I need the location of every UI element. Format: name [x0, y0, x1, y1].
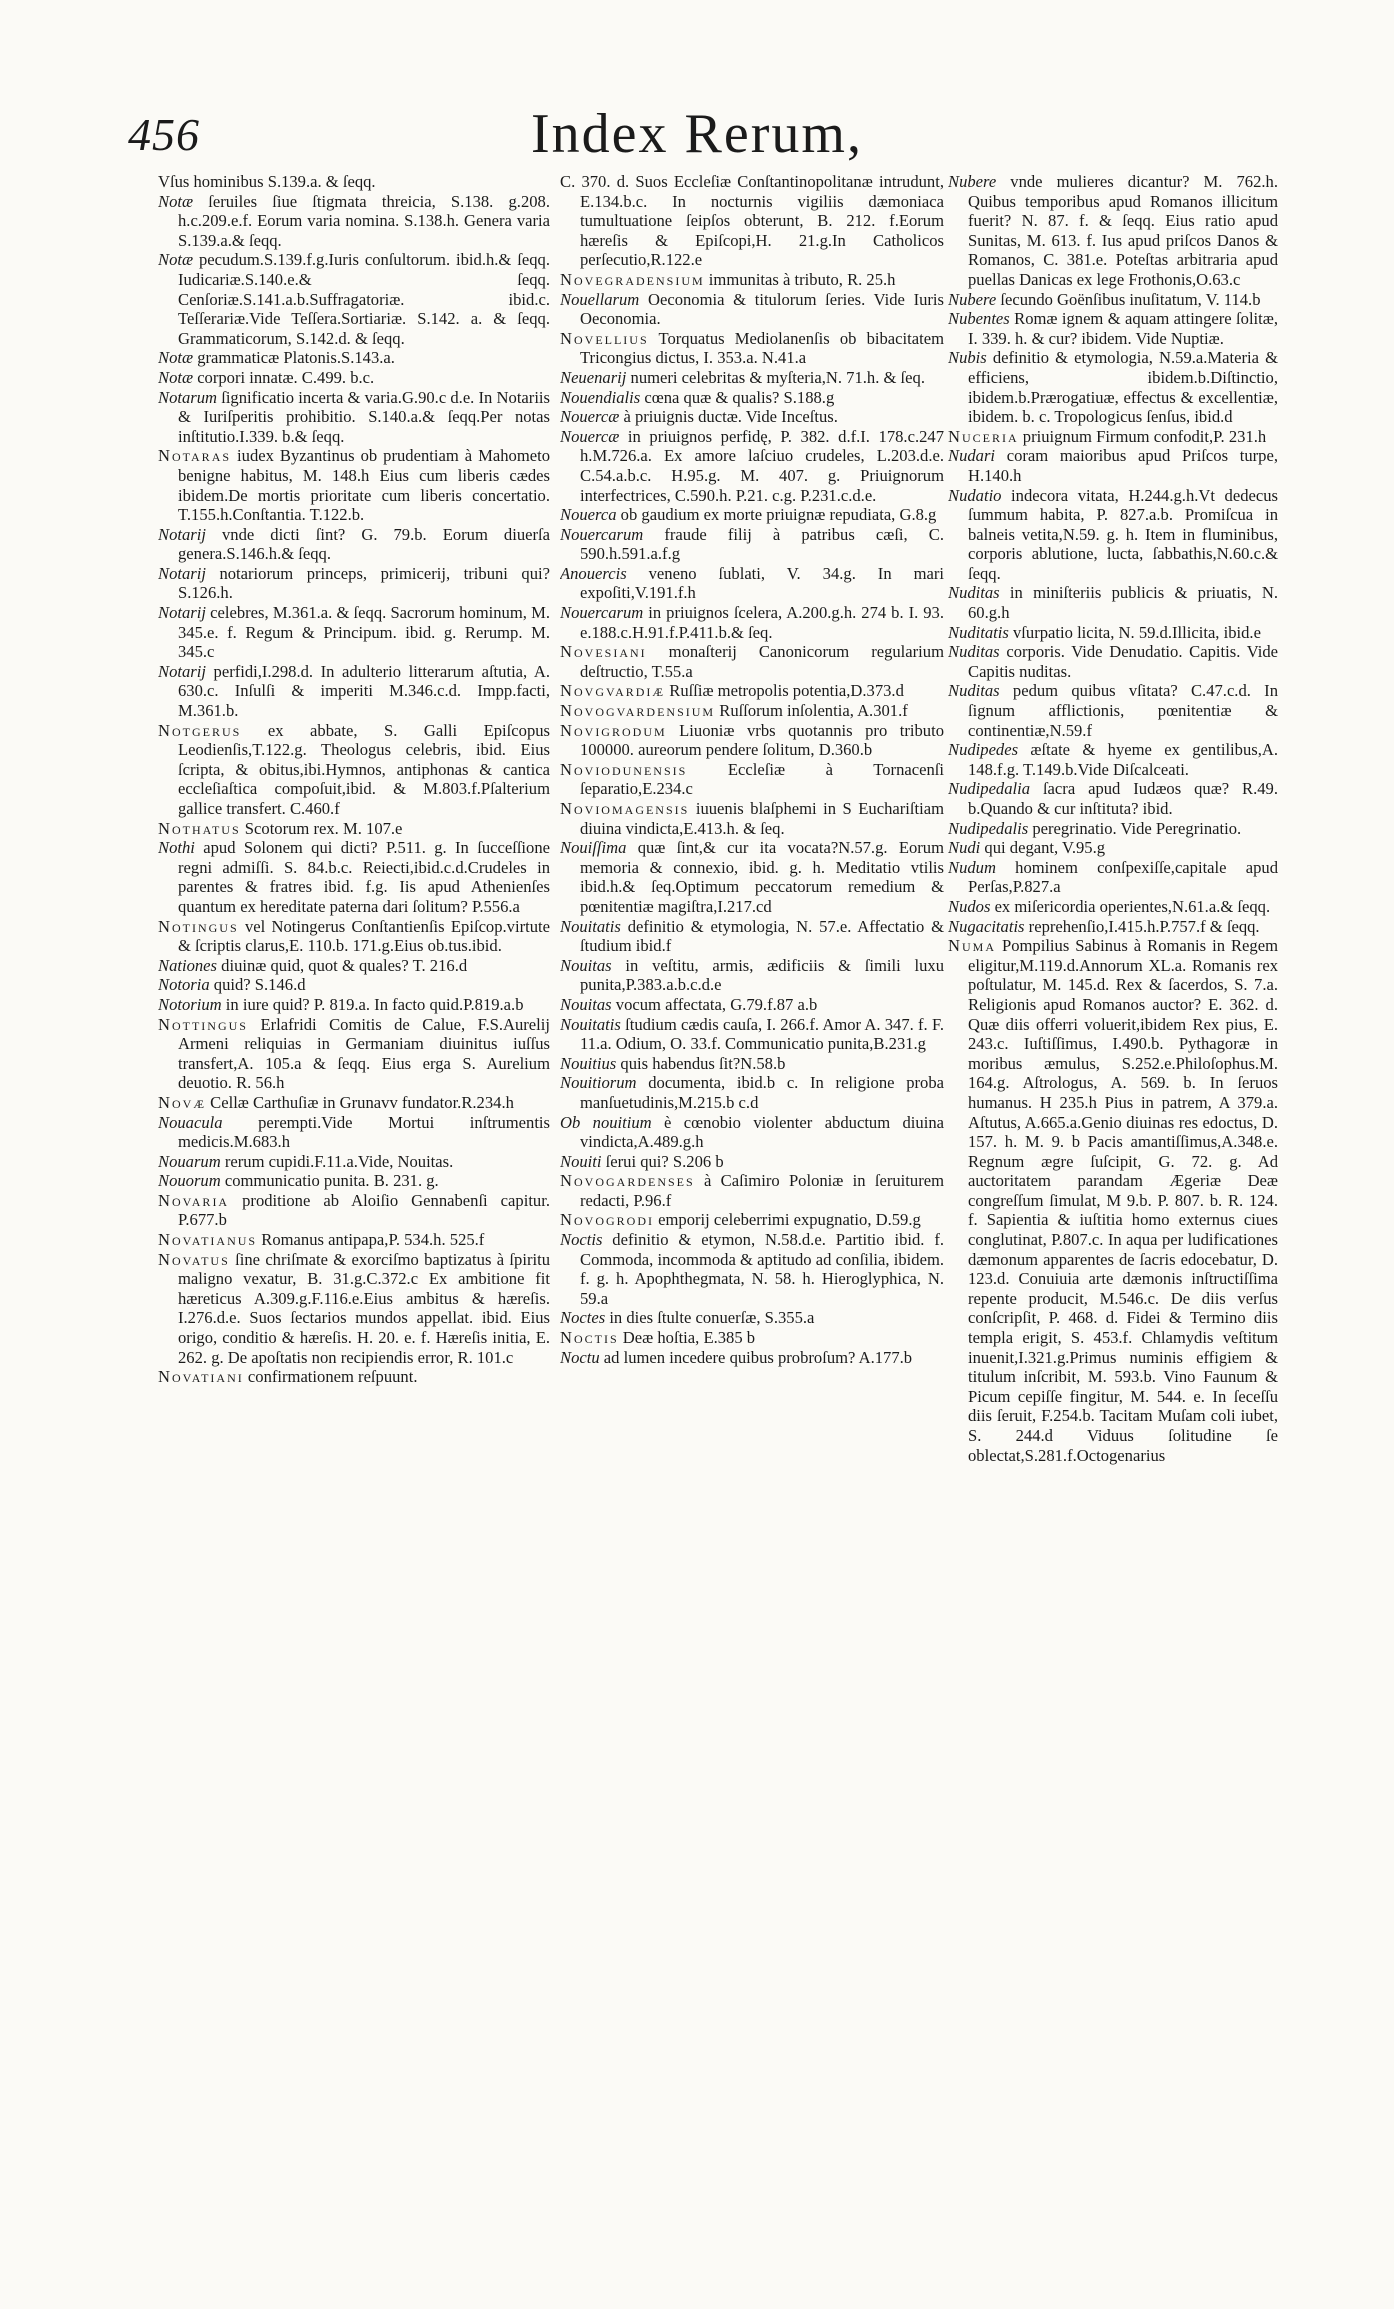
index-entry: [560, 329, 944, 368]
index-entry-text: Ruſſiæ metropolis potentia,D.373.d: [665, 681, 904, 701]
index-entry: [948, 348, 1278, 426]
index-entry: [560, 368, 944, 388]
index-entry: [158, 1093, 550, 1113]
index-headword: Novatus: [158, 1249, 230, 1269]
index-entry: [948, 838, 1278, 858]
index-entry-text: Torquatus Mediolanenſis ob bibacitatem Tricongius dictus, I. 353.a. N.41.a: [580, 328, 944, 368]
index-headword: Notæ: [158, 367, 194, 387]
index-column-middle: [560, 172, 944, 2282]
index-entry-text: vnde dicti ſint? G. 79.b. Eorum diuerſa genera.S.146.h.& ſeqq.: [178, 524, 550, 564]
index-entry-text: documenta, ibid.b c. In religione proba manſuetudinis,M.215.b c.d: [580, 1073, 944, 1112]
index-headword: Nouercæ: [560, 426, 620, 446]
index-headword: Noviomagensis: [560, 799, 690, 818]
index-entry: [560, 917, 944, 956]
index-entry: [948, 290, 1278, 310]
index-headword: Nudatio: [948, 485, 1002, 505]
index-entry-text: in iure quid? P. 819.a. In facto quid.P.819.a.b: [221, 994, 524, 1014]
index-entry: [948, 897, 1278, 917]
index-entry-text: in dies ſtulte conuerſæ, S.355.a: [605, 1308, 815, 1328]
index-entry: [158, 348, 550, 368]
index-entry-text: Cellæ Carthuſiæ in Grunavv fundator.R.234.h: [206, 1092, 514, 1112]
index-headword: Nudi: [948, 838, 981, 858]
index-headword: Novogrodi: [560, 1210, 654, 1230]
index-entry-text: quid? S.146.d: [209, 975, 306, 995]
index-entry-text: celebres, M.361.a. & ſeqq. Sacrorum hominum, M. 345.e. f. Regum & Principum. ibid. g. Rerump. M. 345.c: [178, 603, 550, 662]
index-headword: Novatiani: [158, 1367, 244, 1387]
index-headword: Notorium: [158, 994, 222, 1014]
index-entry: [948, 819, 1278, 839]
index-entry-text: fraude filij à patribus cæſi, C. 590.h.591.a.f.g: [580, 524, 944, 564]
index-headword: Notarij: [158, 524, 206, 544]
index-entry: [158, 388, 550, 447]
index-entry: [158, 1367, 550, 1387]
index-headword: Nudos: [948, 896, 991, 916]
index-entry-text: qui degant, V.95.g: [980, 838, 1106, 858]
index-headword: Nubere: [948, 172, 997, 191]
index-entry: [158, 1230, 550, 1250]
index-entry: [158, 368, 550, 388]
index-entry-text: notariorum princeps, primicerij, tribuni qui? S.126.h.: [178, 563, 550, 603]
index-entry-text: coram maioribus apud Priſcos turpe, H.140.h: [968, 446, 1278, 485]
index-entry-text: pecudum.S.139.f.g.Iuris conſultorum. ibid.h.& ſeqq. Iudicariæ.S.140.e.& ſeqq. Cenſoriæ.S.141.a.b.Suffragatoriæ. ibid.c. Teſſerariæ.Vide Teſſera.Sortiariæ. S.142. a. & ſeqq. Grammaticorum, S.142.d. & ſeqq.: [178, 250, 550, 348]
index-headword: Noctes: [560, 1308, 606, 1328]
index-headword: Nouitatis: [560, 1014, 621, 1034]
index-entry-text: Eccleſiæ à Tornacenſi ſeparatio,E.234.c: [580, 759, 944, 799]
index-entry: [948, 583, 1278, 622]
index-headword: Notgerus: [158, 720, 242, 740]
index-entry-text: Vſus hominibus S.139.a. & ſeqq.: [158, 172, 376, 191]
index-entry-text: emporij celeberrimi expugnatio, D.59.g: [653, 1210, 921, 1230]
index-headword: Notarum: [158, 387, 218, 407]
index-headword: Nubere: [948, 289, 997, 309]
index-entry-text: ſacra apud Iudæos quæ? R.49. b.Quando & cur inſtituta? ibid.: [968, 779, 1278, 818]
index-entry: [158, 838, 550, 916]
index-column-left: [158, 172, 550, 2282]
index-headword: Nationes: [158, 955, 218, 975]
index-headword: Novogardenses: [560, 1171, 695, 1191]
index-headword: Nottingus: [158, 1014, 248, 1034]
index-entry-text: quæ ſint,& cur ita vocata?N.57.g. Eorum memoria & connexio, ibid. g. h. Meditatio vtilis ibid.h.& ſeq.Optimum peccatorum remedium & pœnitentiæ magiſtra,I.217.cd: [580, 838, 944, 916]
index-entry: [158, 1015, 550, 1093]
index-headword: Nugacitatis: [948, 916, 1025, 936]
page-number: 456: [128, 109, 200, 160]
index-headword: Nuceria: [948, 426, 1019, 446]
index-entry: [948, 172, 1278, 290]
running-title: Index Rerum,: [531, 103, 863, 165]
index-entry: [560, 1171, 944, 1210]
index-entry-text: iudex Byzantinus ob prudentiam à Mahometo benigne habitus, M. 148.h Eius cum liberis cædes ibidem.De mortis prioritate cum liberis concertatio. T.155.h.Conſtantia. T.122.b.: [178, 446, 550, 525]
index-headword: Ob nouitium: [560, 1112, 652, 1132]
index-entry: [158, 995, 550, 1015]
index-headword: Anouercis: [560, 563, 627, 583]
index-headword: Nouacula: [158, 1112, 223, 1132]
index-entry: [158, 917, 550, 956]
index-entry-text: indecora vitata, H.244.g.h.Vt dedecus ſummum habita, P. 827.a.b. Promiſcua in balneis vetita,N.59. g. h. Item in fluminibus, corporis ablutione, lucta, ſabbathis,N.60.c.& ſeqq.: [968, 485, 1278, 583]
index-headword: Numa: [948, 936, 996, 956]
index-headword: Nudipedes: [948, 740, 1019, 760]
index-entry: [560, 956, 944, 995]
index-entry-text: definitio & etymon, N.58.d.e. Partitio ibid. f. Commoda, incommoda & aptitudo ad conſilia, ibidem. f. g. h. Apophthegmata, N. 58. h. Hieroglyphica, N. 59.a: [580, 1230, 944, 1308]
index-headword: Nuditatis: [948, 622, 1009, 642]
index-entry-text: ſerui qui? S.206 b: [601, 1151, 724, 1171]
index-headword: Notaras: [158, 446, 232, 466]
index-headword: Notæ: [158, 250, 194, 270]
index-entry: [948, 917, 1278, 937]
index-entry-text: æſtate & hyeme ex gentilibus,A. 148.f.g. T.149.b.Vide Diſcalceati.: [968, 740, 1278, 779]
index-entry-text: ex miſericordia operientes,N.61.a.& ſeqq.: [990, 896, 1271, 916]
index-entry: [948, 681, 1278, 740]
index-headword: Notarij: [158, 661, 206, 681]
index-entry: [560, 564, 944, 603]
index-entry: [560, 760, 944, 799]
index-headword: Novogvardensium: [560, 701, 716, 721]
index-entry-text: diuinæ quid, quot & quales? T. 216.d: [217, 955, 468, 975]
index-headword: Nouitas: [560, 955, 612, 975]
index-headword: Novatianus: [158, 1230, 258, 1250]
index-headword: Nouarum: [158, 1151, 221, 1171]
index-entry-text: C. 370. d. Suos Eccleſiæ Conſtantinopolitanæ intrudunt, E.134.b.c. In nocturnis vigiliis dæmoniaca tumultuatione ſeipſos obterunt, B. 212. f.Eorum hæreſis & Epiſcopi,H. 21.g.In Catholicos perſecutio,R.122.e: [560, 172, 944, 270]
index-headword: Notoria: [158, 975, 210, 995]
index-headword: Nouitatis: [560, 916, 621, 936]
index-entry: [158, 603, 550, 662]
index-entry-text: quis habendus ſit?N.58.b: [616, 1053, 786, 1073]
index-headword: Nuditas: [948, 642, 1000, 662]
index-headword: Notingus: [158, 916, 239, 936]
index-entry: [560, 427, 944, 505]
index-entry: [560, 603, 944, 642]
index-entry-text: proditione ab Aloiſio Gennabenſi capitur. P.677.b: [178, 1190, 550, 1230]
index-headword: Nothatus: [158, 818, 241, 838]
index-headword: Nouercæ: [560, 407, 620, 427]
index-entry: [948, 740, 1278, 779]
index-entry-text: apud Solonem qui dicti? P.511. g. In ſucceſſione regni admiſſi. S. 84.b.c. Reiecti,ibid.c.d.Crudeles in parentes & fratres ibid. f.g. Iis apud Athenienſes quantum ex hereditate paterna dari ſolitum? P.556.a: [178, 838, 550, 916]
index-entry: [948, 936, 1278, 1465]
index-entry: [560, 1308, 944, 1328]
index-headword: Neuenarij: [560, 367, 627, 387]
index-entry-text: grammaticæ Platonis.S.143.a.: [193, 348, 395, 368]
index-entry-text: numeri celebritas & myſteria,N. 71.h. & ſeq.: [626, 367, 925, 387]
index-headword: Novaria: [158, 1190, 230, 1210]
index-headword: Nothi: [158, 838, 195, 858]
index-entry: [560, 995, 944, 1015]
index-entry-text: ex abbate, S. Galli Epiſcopus Leodienſis,T.122.g. Theologus celebris, ibid. Eius ſcripta, & obitus,ibi.Hymnos, antiphonas & cantica eccleſiaſtica compoſuit,ibid. & M.803.f.Pſalterium gallice transfert. C.460.f: [178, 720, 550, 818]
index-headword: Notæ: [158, 191, 194, 211]
index-headword: Nouiti: [560, 1151, 602, 1171]
index-headword: Notarij: [158, 563, 206, 583]
index-headword: Nudari: [948, 446, 996, 466]
index-entry-text: Erlafridi Comitis de Calue, F.S.Aurelij Armeni reliquias in Germaniam diuinitus iuſſus transfert,A. 105.a & ſeqq. Eius erga S. Aurelium deuotio. R. 56.h: [178, 1014, 550, 1093]
index-entry-text: à Caſimiro Poloniæ in ſeruiturem redacti, P.96.f: [580, 1171, 944, 1210]
index-entry-text: iuuenis blaſphemi in S Euchariſtiam diuina vindicta,E.413.h. & ſeq.: [580, 799, 944, 838]
index-entry-text: definitio & etymologia, N.59.a.Materia & efficiens, ibidem.b.Diſtinctio, ibidem.b.Prærogatiuæ, effectus & excellentiæ, ibidem. b. c. Tropologicus ſenſus, ibid.d: [968, 348, 1278, 427]
index-entry-text: veneno ſublati, V. 34.g. In mari expoſiti,V.191.f.h: [580, 563, 944, 603]
index-entry-text: Deæ hoſtia, E.385 b: [618, 1328, 756, 1348]
index-entry-text: Oeconomia & titulorum ſeries. Vide Iuris Oeconomia.: [580, 289, 944, 329]
index-headword: Novegradensium: [560, 269, 705, 289]
index-entry: [560, 1113, 944, 1152]
index-entry: [948, 309, 1278, 348]
index-entry: [158, 172, 550, 192]
index-headword: Novesiani: [560, 642, 647, 662]
index-entry: [560, 1152, 944, 1172]
index-entry-text: hominem conſpexiſſe,capitale apud Perſas,P.827.a: [968, 857, 1278, 897]
index-entry: [158, 192, 550, 251]
index-entry: [158, 1152, 550, 1172]
index-entry: [948, 427, 1278, 447]
index-headword: Novgvardiæ: [560, 681, 666, 701]
index-entry-text: Scotorum rex. M. 107.e: [240, 818, 403, 838]
index-entry-text: vſurpatio licita, N. 59.d.Illicita, ibid.e: [1008, 622, 1261, 642]
index-entry-text: rerum cupidi.F.11.a.Vide, Nouitas.: [220, 1151, 454, 1171]
index-entry-text: monaſterij Canonicorum regularium deſtructio, T.55.a: [580, 642, 944, 681]
index-headword: Nouercarum: [560, 603, 644, 623]
index-entry: [560, 838, 944, 916]
index-entry-text: Romæ ignem & aquam attingere ſolitæ, I. 339. h. & cur? ibidem. Vide Nuptiæ.: [968, 309, 1278, 348]
index-entry-text: peregrinatio. Vide Peregrinatio.: [1028, 818, 1242, 838]
index-entry: [158, 564, 550, 603]
index-entry: [948, 623, 1278, 643]
index-entry-text: in priuignos ſcelera, A.200.g.h. 274 b. I. 93. e.188.c.H.91.f.P.411.b.& ſeq.: [580, 603, 944, 642]
index-headword: Nouitius: [560, 1053, 617, 1073]
index-headword: Novæ: [158, 1092, 206, 1112]
index-entry: [560, 1328, 944, 1348]
index-headword: Nouercarum: [560, 524, 644, 544]
index-entry-text: reprehenſio,I.415.h.P.757.f & ſeqq.: [1024, 916, 1260, 936]
index-headword: Nudipedalia: [948, 779, 1031, 799]
index-entry: [158, 1113, 550, 1152]
index-entry: [158, 662, 550, 721]
index-entry: [560, 681, 944, 701]
index-entry-text: in veſtitu, armis, ædificiis & ſimili luxu punita,P.383.a.b.c.d.e: [580, 955, 944, 995]
index-entry: [560, 799, 944, 838]
index-headword: Noctis: [560, 1328, 619, 1348]
index-entry-text: corporis. Vide Denudatio. Capitis. Vide Capitis nuditas.: [968, 642, 1278, 681]
index-entry-text: pedum quibus vſitata? C.47.c.d. In ſignum afflictionis, pœnitentiæ & continentiæ,N.59.f: [968, 681, 1278, 740]
index-entry-text: è cœnobio violenter abductum diuina vindicta,A.489.g.h: [580, 1112, 944, 1152]
index-entry: [158, 446, 550, 524]
index-entry: [948, 642, 1278, 681]
index-headword: Nouellarum: [560, 289, 640, 309]
index-entry: [560, 505, 944, 525]
index-headword: Nudipedalis: [948, 818, 1029, 838]
index-entry-text: vel Notingerus Conſtantienſis Epiſcop.virtute & ſcriptis clarus,E. 110.b. 171.g.Eius ob.tus.ibid.: [178, 916, 550, 956]
index-entry-text: corpori innatæ. C.499. b.c.: [193, 367, 375, 387]
index-entry-text: à priuignis ductæ. Vide Inceſtus.: [619, 407, 838, 427]
index-headword: Nouitas: [560, 994, 612, 1014]
index-headword: Nouorum: [158, 1171, 221, 1191]
index-headword: Nuditas: [948, 681, 1000, 701]
index-entry: [158, 1171, 550, 1191]
index-entry: [158, 956, 550, 976]
index-entry-text: ſignificatio incerta & varia.G.90.c d.e. In Notariis & Iuriſperitis prohibitio. S.140.a.& ſeqq.Per notas inſtitutio.I.339. b.& ſeqq.: [178, 387, 550, 446]
index-entry: [560, 290, 944, 329]
index-entry: [948, 446, 1278, 485]
index-entry-text: confirmationem reſpuunt.: [243, 1367, 418, 1387]
index-headword: Nouerca: [560, 505, 617, 525]
index-headword: Nouendialis: [560, 387, 641, 407]
index-entry-text: Liuoniæ vrbs quotannis pro tributo 100000. aureorum pendere ſolitum, D.360.b: [580, 720, 944, 760]
index-entry: [948, 486, 1278, 584]
index-headword: Nuditas: [948, 583, 1000, 603]
index-entry: [158, 819, 550, 839]
index-entry: [158, 1191, 550, 1230]
index-entry: [560, 172, 944, 270]
index-headword: Nouitiorum: [560, 1073, 637, 1093]
index-entry-text: perempti.Vide Mortui inſtrumentis medicis.M.683.h: [178, 1112, 550, 1152]
index-headword: Notarij: [158, 603, 206, 623]
index-entry-text: in priuignos perfidę, P. 382. d.f.I. 178.c.247 h.M.726.a. Ex amore laſciuo crudeles, L.203.d.e. C.54.a.b.c. H.95.g. M. 407. g. Priuignorum interfectrices, C.590.h. P.21. c.g. P.231.c.d.e.: [580, 426, 944, 505]
index-headword: Novigrodum: [560, 720, 667, 740]
index-entry: [158, 1250, 550, 1368]
index-entry: [158, 721, 550, 819]
index-entry: [948, 779, 1278, 818]
index-entry-text: vocum affectata, G.79.f.87 a.b: [611, 994, 818, 1014]
index-headword: Nubis: [948, 348, 987, 368]
index-entry-text: ob gaudium ex morte priuignæ repudiata, G.8.g: [616, 505, 937, 525]
index-headword: Noviodunensis: [560, 759, 688, 779]
index-entry-text: priuignum Firmum confodit,P. 231.h: [1018, 426, 1267, 446]
index-headword: Nudum: [948, 857, 996, 877]
index-entry-text: Ruſſorum inſolentia, A.301.f: [715, 701, 908, 721]
index-entry: [560, 270, 944, 290]
index-entry-text: ad lumen incedere quibus probroſum? A.177.b: [599, 1347, 913, 1367]
index-entry: [560, 1230, 944, 1308]
index-headword: Nouiſſima: [560, 838, 627, 858]
index-entry: [158, 250, 550, 348]
index-entry-text: ſine chriſmate & exorciſmo baptizatus à ſpiritu maligno vexatur, B. 31.g.C.372.c Ex ambitione fit hæreticus A.309.g.F.116.e.Eius ambitus & hæreſis. I.276.d.e. Suos ſectarios mundos appellat. ibid. Eius origo, conditio & hæreſis. H. 20. e. f. Hæreſis initia, E. 262. g. De apoſtatis non recipiendis error, R. 101.c: [178, 1249, 550, 1367]
index-entry-text: cœna quæ & qualis? S.188.g: [640, 387, 835, 407]
index-entry: [560, 407, 944, 427]
index-entry: [560, 701, 944, 721]
index-entry-text: Pompilius Sabinus à Romanis in Regem eligitur,M.119.d.Annorum XL.a. Romanis rex poſtulatur, M. 145.d. Rex & ſacerdos, S. 7.a. Religionis apud Romanos auctor? E. 362. d. Quæ diis offerri voluerit,ibidem Rex pius, E. 243.c. Iuſtiſſimus, I.490.b. Pythagoræ in moribus æmulus, S.252.e.Philoſophus.M. 164.g. Aſtrologus, A. 569. b. In ſeruos humanus. H 235.h Pius in patrem, A 379.a. Aſtutus, A.665.a.Genio diuinas res edoctus, D. 157. h. M. 9. b Pacis amantiſſimus,A.348.e. Regnum ægre ſuſcipit, G. 72. g. Ad auctoritatem parandam Ægeriæ Deæ congreſſum ſimulat, M 9.b. P. 807. b. R. 124. f. Sapientia & iuſtitia homo externus ciues conglutinat, P.807.c. In aqua per ludificationes dæmonum apparentes de ſacris edocebatur, D. 123.d. Conuiuia arte dæmonis inſtructiſſima repente producit, M.546.c. De diis verſus conſcripſit, P. 468. d. Fidei & Termino diis templa erigit, S. 453.f. Chlamydis veſtitum inuenit,I.321.g.Primus numinis effigiem & titulum inſcribit, M. 593.b. Vino Faunum & Picum cepiſſe fingitur, M. 544. e. In ſeceſſu diis ſeruit, F.254.b. Tacitam Muſam coli iubet, S. 244.d Viduus ſolitudine ſe oblectat,S.281.f.Octogenarius: [968, 936, 1278, 1465]
index-entry-text: ſeruiles ſiue ſtigmata threicia, S.138. g.208. h.c.209.e.f. Eorum varia nomina. S.138.h. Genera varia S.139.a.& ſeqq.: [178, 191, 550, 250]
index-entry: [560, 721, 944, 760]
index-headword: Novellius: [560, 328, 649, 348]
index-entry: [560, 1210, 944, 1230]
index-column-right: [948, 172, 1278, 2282]
index-entry: [158, 525, 550, 564]
index-entry: [158, 975, 550, 995]
index-entry: [560, 1073, 944, 1112]
index-entry: [560, 388, 944, 408]
index-entry-text: Romanus antipapa,P. 534.h. 525.f: [257, 1230, 485, 1250]
index-entry: [560, 1054, 944, 1074]
index-entry-text: vnde mulieres dicantur? M. 762.h. Quibus temporibus apud Romanos illicitum fuerit? N. 87. f. & ſeqq. Eius ratio apud Sunitas, M. 613. f. Ius apud priſcos Danos & Romanos, C. 381.e. Poteſtas arbitraria apud puellas Danicas ex lege Frothonis,O.63.c: [968, 172, 1278, 289]
index-entry-text: in miniſteriis publicis & priuatis, N. 60.g.h: [968, 583, 1278, 623]
index-headword: Noctu: [560, 1347, 600, 1367]
index-entry-text: communicatio punita. B. 231. g.: [220, 1171, 439, 1191]
index-entry: [948, 858, 1278, 897]
index-entry-text: ſecundo Goënſibus inuſitatum, V. 114.b: [996, 289, 1261, 309]
page-header: [0, 103, 1394, 178]
index-entry: [560, 525, 944, 564]
index-headword: Notæ: [158, 348, 194, 368]
index-entry-text: definitio & etymologia, N. 57.e. Affectatio & ſtudium ibid.f: [580, 916, 944, 956]
index-entry-text: perfidi,I.298.d. In adulterio litterarum aſtutia, A. 630.c. Inſulſi & imperiti M.346.c.d. Impp.facti, M.361.b.: [178, 661, 550, 721]
index-entry: [560, 642, 944, 681]
index-entry: [560, 1015, 944, 1054]
index-headword: Noctis: [560, 1230, 603, 1250]
index-entry-text: ſtudium cædis cauſa, I. 266.f. Amor A. 347. f. F. 11.a. Odium, O. 33.f. Communicatio punita,B.231.g: [580, 1014, 944, 1054]
index-entry: [560, 1348, 944, 1368]
index-entry-text: immunitas à tributo, R. 25.h: [704, 269, 896, 289]
index-headword: Nubentes: [948, 309, 1010, 329]
